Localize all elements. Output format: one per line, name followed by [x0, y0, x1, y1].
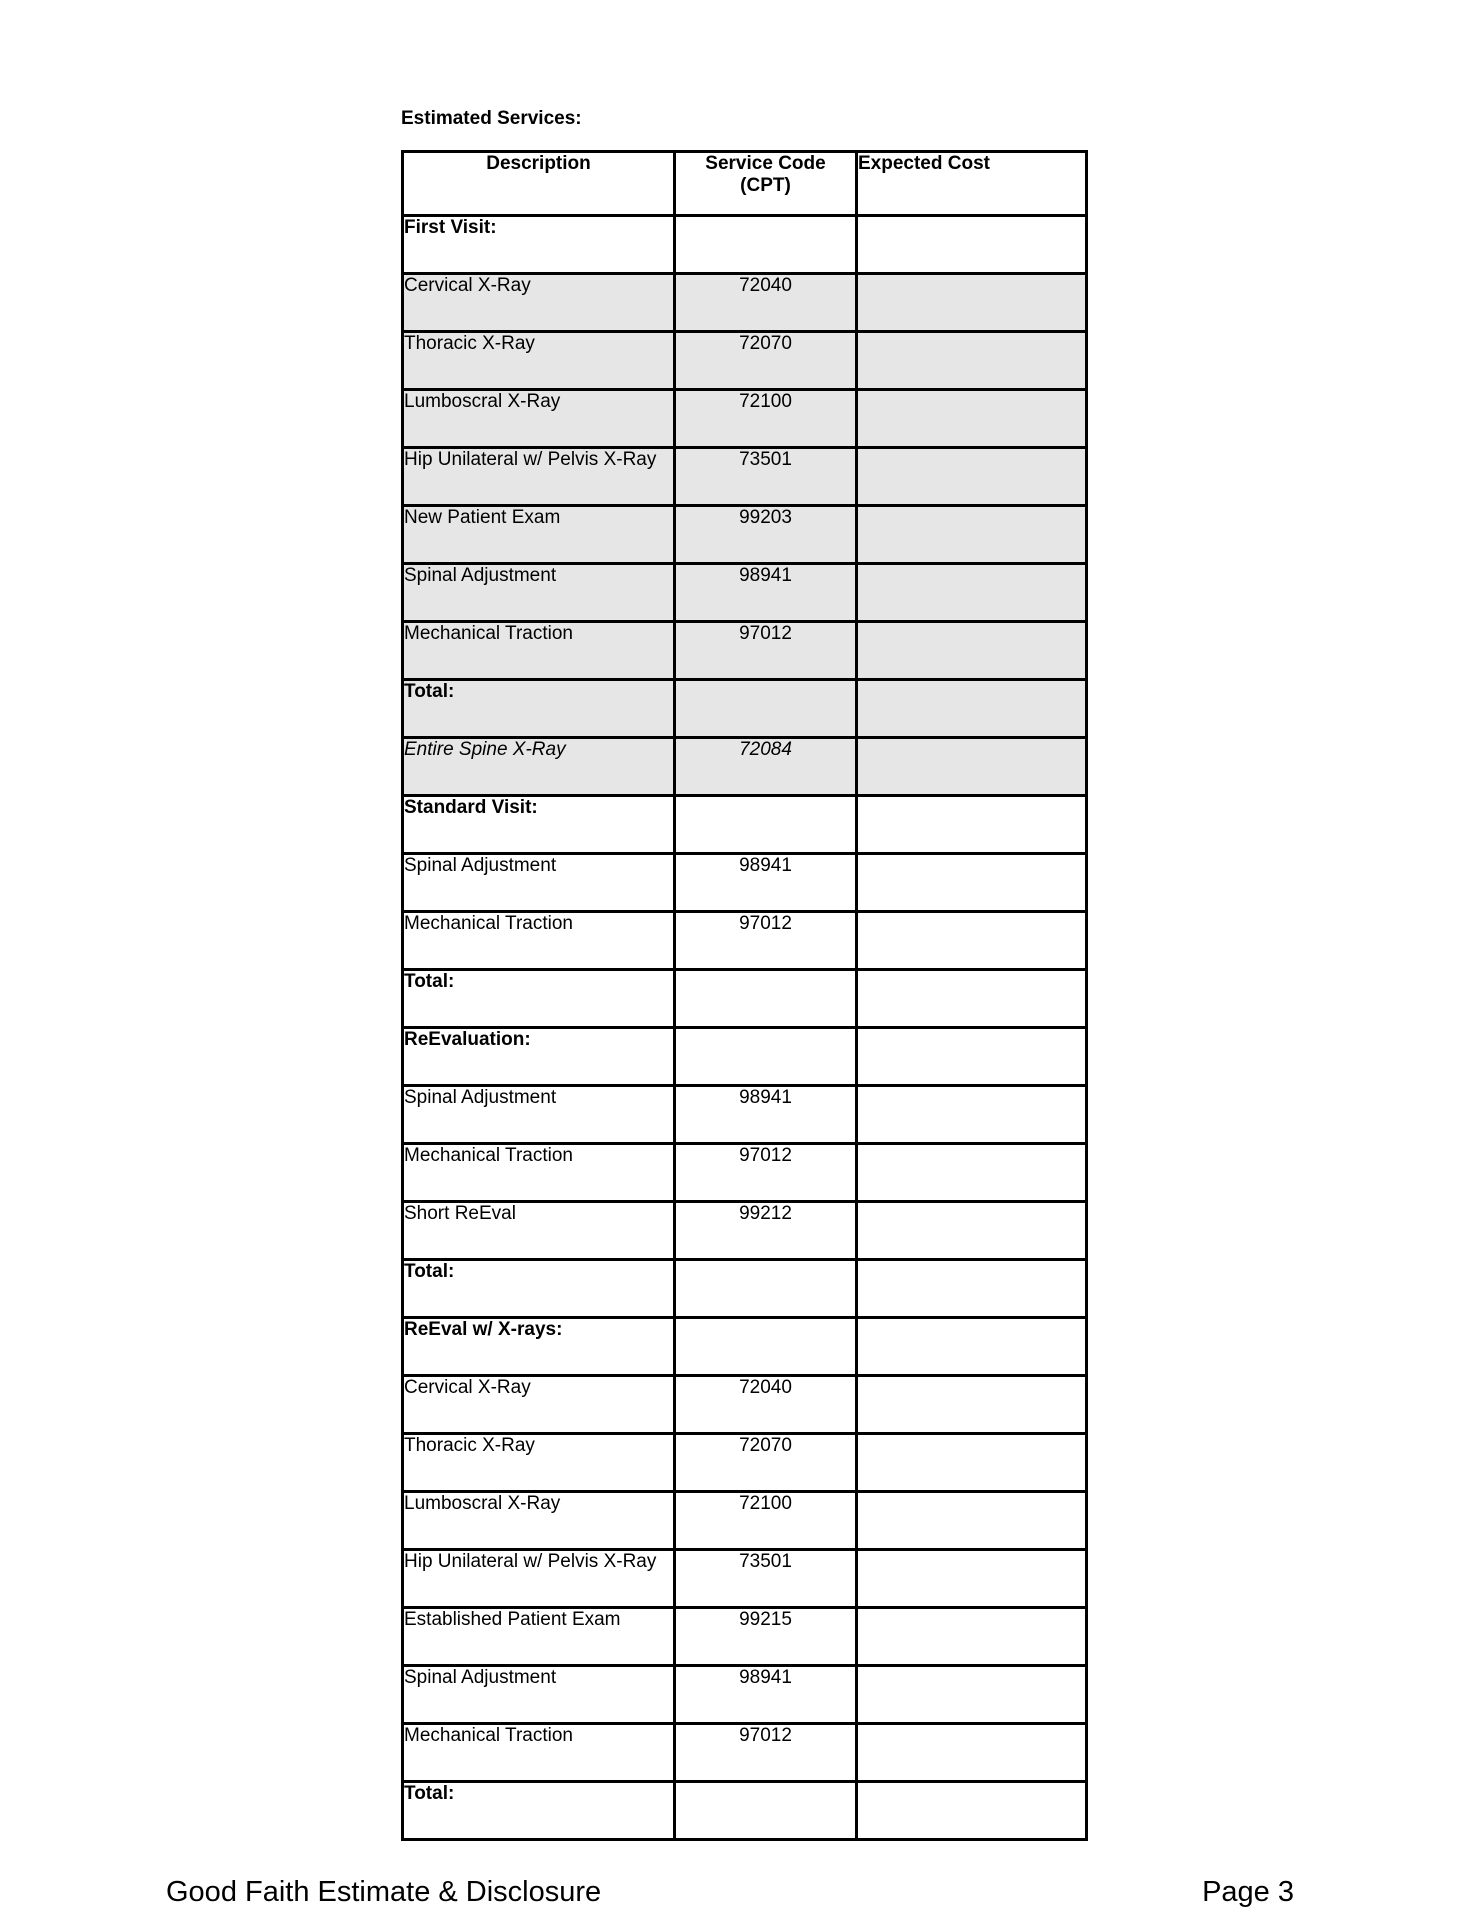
description-cell: New Patient Exam	[403, 506, 675, 564]
table-row	[403, 564, 1087, 622]
service-code-cell	[675, 680, 857, 738]
service-code-cell: 99203	[675, 506, 857, 564]
expected-cost-cell	[857, 216, 1087, 274]
service-code-cell: 98941	[675, 854, 857, 912]
description-cell: Mechanical Traction	[403, 1724, 675, 1782]
service-code-cell: 99215	[675, 1608, 857, 1666]
description-cell: ReEvaluation:	[403, 1028, 675, 1086]
table-row	[403, 1202, 1087, 1260]
table-row	[403, 1724, 1087, 1782]
description-cell: Total:	[403, 1782, 675, 1840]
description-cell: Total:	[403, 680, 675, 738]
service-code-cell: 72100	[675, 390, 857, 448]
table-row	[403, 1550, 1087, 1608]
table-body	[403, 216, 1087, 1840]
table-row	[403, 1144, 1087, 1202]
expected-cost-cell	[857, 854, 1087, 912]
service-code-cell	[675, 970, 857, 1028]
table-section-header-row	[403, 796, 1087, 854]
estimated-services-table	[401, 150, 1088, 1841]
expected-cost-cell	[857, 1086, 1087, 1144]
description-cell: Hip Unilateral w/ Pelvis X-Ray	[403, 448, 675, 506]
expected-cost-cell	[857, 274, 1087, 332]
service-code-cell: 98941	[675, 564, 857, 622]
service-code-cell: 73501	[675, 1550, 857, 1608]
expected-cost-cell	[857, 738, 1087, 796]
expected-cost-cell	[857, 970, 1087, 1028]
table-header-row	[403, 152, 1087, 216]
table-total-row	[403, 1260, 1087, 1318]
column-header-service-code	[675, 152, 857, 216]
expected-cost-cell	[857, 1782, 1087, 1840]
service-code-cell: 97012	[675, 622, 857, 680]
table-section-header-row	[403, 216, 1087, 274]
table-row	[403, 1666, 1087, 1724]
footer-document-title: Good Faith Estimate & Disclosure	[166, 1876, 602, 1908]
service-code-cell: 97012	[675, 1144, 857, 1202]
expected-cost-cell	[857, 1202, 1087, 1260]
service-code-cell: 72100	[675, 1492, 857, 1550]
service-code-cell: 72070	[675, 332, 857, 390]
table-total-row	[403, 680, 1087, 738]
expected-cost-cell	[857, 912, 1087, 970]
expected-cost-cell	[857, 390, 1087, 448]
service-code-cell: 98941	[675, 1086, 857, 1144]
table-row	[403, 506, 1087, 564]
table-row	[403, 332, 1087, 390]
expected-cost-cell	[857, 796, 1087, 854]
expected-cost-cell	[857, 1144, 1087, 1202]
service-code-cell	[675, 1782, 857, 1840]
table-row	[403, 1086, 1087, 1144]
expected-cost-cell	[857, 1376, 1087, 1434]
service-code-cell: 97012	[675, 912, 857, 970]
expected-cost-cell	[857, 1260, 1087, 1318]
description-cell: ReEval w/ X-rays:	[403, 1318, 675, 1376]
expected-cost-cell	[857, 332, 1087, 390]
expected-cost-cell	[857, 1318, 1087, 1376]
table-section-header-row	[403, 1318, 1087, 1376]
table-total-row	[403, 970, 1087, 1028]
service-code-cell	[675, 1028, 857, 1086]
table-row	[403, 622, 1087, 680]
expected-cost-cell	[857, 1492, 1087, 1550]
description-cell: Lumboscral X-Ray	[403, 1492, 675, 1550]
column-header-description: Description	[403, 152, 675, 216]
description-cell: Lumboscral X-Ray	[403, 390, 675, 448]
expected-cost-cell	[857, 1028, 1087, 1086]
table-section-header-row	[403, 1028, 1087, 1086]
service-code-cell: 72040	[675, 274, 857, 332]
description-cell: Short ReEval	[403, 1202, 675, 1260]
expected-cost-cell	[857, 448, 1087, 506]
expected-cost-cell	[857, 1608, 1087, 1666]
footer-page-number: Page 3	[1202, 1876, 1294, 1908]
description-cell: Thoracic X-Ray	[403, 332, 675, 390]
expected-cost-cell	[857, 506, 1087, 564]
service-code-cell: 72084	[675, 738, 857, 796]
table-row	[403, 912, 1087, 970]
expected-cost-cell	[857, 564, 1087, 622]
description-cell: Total:	[403, 970, 675, 1028]
description-cell: Spinal Adjustment	[403, 1086, 675, 1144]
service-code-cell: 99212	[675, 1202, 857, 1260]
description-cell: Mechanical Traction	[403, 622, 675, 680]
description-cell: Total:	[403, 1260, 675, 1318]
service-code-cell: 72070	[675, 1434, 857, 1492]
expected-cost-cell	[857, 1724, 1087, 1782]
service-code-cell: 97012	[675, 1724, 857, 1782]
table-row	[403, 448, 1087, 506]
table-total-row	[403, 1782, 1087, 1840]
expected-cost-cell	[857, 1434, 1087, 1492]
table-row	[403, 390, 1087, 448]
table-row	[403, 274, 1087, 332]
table-row	[403, 854, 1087, 912]
description-cell: Cervical X-Ray	[403, 274, 675, 332]
section-title: Estimated Services:	[401, 108, 582, 129]
service-code-cell: 73501	[675, 448, 857, 506]
table-row	[403, 738, 1087, 796]
description-cell: Standard Visit:	[403, 796, 675, 854]
description-cell: Established Patient Exam	[403, 1608, 675, 1666]
description-cell: First Visit:	[403, 216, 675, 274]
description-cell: Mechanical Traction	[403, 1144, 675, 1202]
expected-cost-cell	[857, 622, 1087, 680]
column-header-service-code-line2: (CPT)	[740, 175, 791, 196]
service-code-cell	[675, 1318, 857, 1376]
description-cell: Mechanical Traction	[403, 912, 675, 970]
column-header-service-code-line1: Service Code	[705, 153, 826, 174]
description-cell: Cervical X-Ray	[403, 1376, 675, 1434]
column-header-expected-cost: Expected Cost	[857, 152, 1087, 216]
description-cell: Thoracic X-Ray	[403, 1434, 675, 1492]
description-cell: Hip Unilateral w/ Pelvis X-Ray	[403, 1550, 675, 1608]
service-code-cell: 98941	[675, 1666, 857, 1724]
expected-cost-cell	[857, 1666, 1087, 1724]
description-cell: Spinal Adjustment	[403, 564, 675, 622]
table-row	[403, 1492, 1087, 1550]
expected-cost-cell	[857, 1550, 1087, 1608]
service-code-cell: 72040	[675, 1376, 857, 1434]
table-row	[403, 1434, 1087, 1492]
description-cell: Spinal Adjustment	[403, 1666, 675, 1724]
description-cell: Entire Spine X-Ray	[403, 738, 675, 796]
expected-cost-cell	[857, 680, 1087, 738]
table-row	[403, 1376, 1087, 1434]
description-cell: Spinal Adjustment	[403, 854, 675, 912]
service-code-cell	[675, 796, 857, 854]
service-code-cell	[675, 216, 857, 274]
table-row	[403, 1608, 1087, 1666]
service-code-cell	[675, 1260, 857, 1318]
